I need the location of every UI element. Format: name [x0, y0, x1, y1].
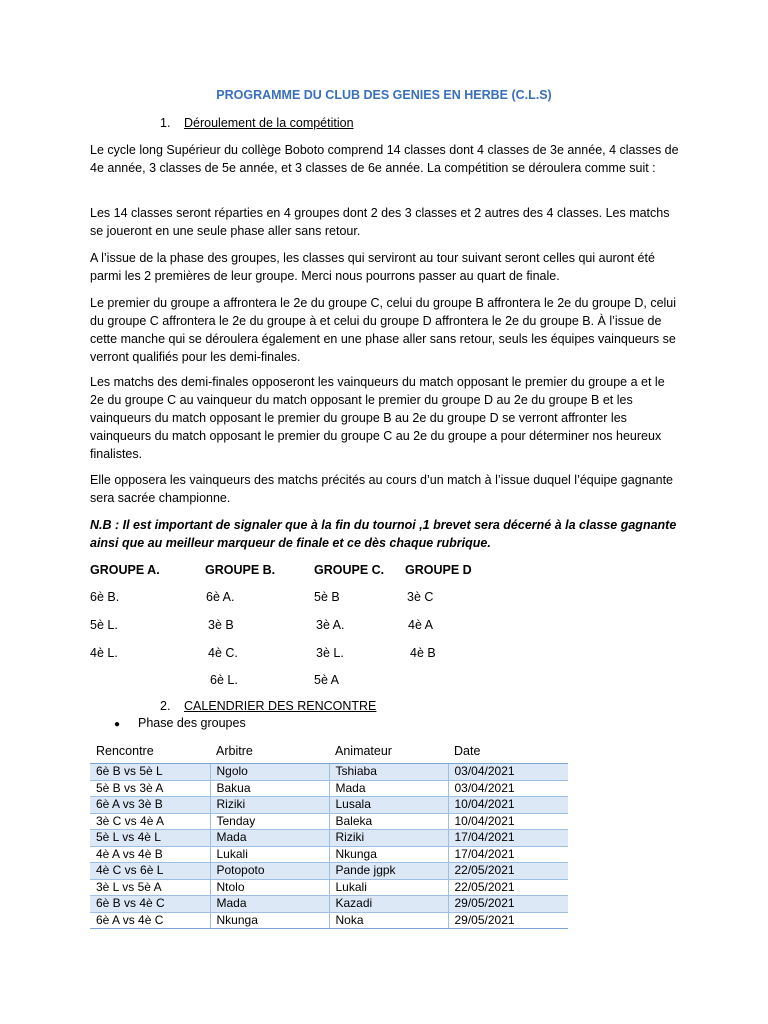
column-header: Arbitre	[210, 743, 329, 764]
bullet-item	[114, 716, 246, 730]
table-cell: 6è A vs 3è B	[90, 797, 210, 814]
table-cell: Kazadi	[329, 896, 448, 913]
table-cell: Mada	[329, 780, 448, 797]
table-row	[90, 896, 568, 913]
table-cell: 10/04/2021	[448, 813, 568, 830]
note-paragraph: N.B : Il est important de signaler que à la fin du tournoi ,1 brevet sera décerné à la classe gagnante ainsi que au meilleur marqueur de finale et ce dès chaque rubrique.	[90, 518, 677, 550]
group-cell: 4è B	[410, 646, 436, 660]
table-cell: Nkunga	[329, 846, 448, 863]
table-header-row	[90, 743, 568, 764]
group-cell: 3è B	[208, 618, 234, 632]
paragraph: A l’issue de la phase des groupes, les classes qui serviront au tour suivant seront celles qui auront été parmi les 2 premières de leur groupe. Merci nous pourrons passer au quart de finale.	[90, 251, 655, 283]
table-cell: 10/04/2021	[448, 797, 568, 814]
paragraph: Les 14 classes seront réparties en 4 groupes dont 2 des 3 classes et 2 autres des 4 classes. Les matchs se joueront en une seule phase aller sans retour.	[90, 206, 670, 238]
table-cell: Pande jgpk	[329, 863, 448, 880]
table-cell: Mada	[210, 830, 329, 847]
group-header: GROUPE D	[405, 563, 472, 577]
section-number: 2.	[160, 699, 171, 713]
table-row	[90, 879, 568, 896]
table-cell: 29/05/2021	[448, 896, 568, 913]
table-row	[90, 863, 568, 880]
table-cell: Ntolo	[210, 879, 329, 896]
table-cell: Lukali	[210, 846, 329, 863]
table-cell: Lukali	[329, 879, 448, 896]
section-label: Déroulement de la compétition	[184, 116, 354, 130]
table-row	[90, 912, 568, 929]
group-cell: 6è B.	[90, 590, 120, 604]
column-header: Animateur	[329, 743, 448, 764]
column-header: Date	[448, 743, 568, 764]
bullet-dot-icon: ●	[114, 719, 121, 730]
table-cell: Riziki	[329, 830, 448, 847]
table-cell: Lusala	[329, 797, 448, 814]
table-cell: 17/04/2021	[448, 830, 568, 847]
section-heading-2	[160, 699, 376, 713]
table-row	[90, 846, 568, 863]
table-cell: 3è C vs 4è A	[90, 813, 210, 830]
table-row	[90, 764, 568, 781]
group-cell: 5è L.	[90, 618, 118, 632]
group-header: GROUPE C.	[314, 563, 385, 577]
group-cell: 6è A.	[206, 590, 235, 604]
table-cell: 22/05/2021	[448, 879, 568, 896]
table-row	[90, 813, 568, 830]
group-cell: 4è L.	[90, 646, 118, 660]
group-cell: 5è B	[314, 590, 340, 604]
table-cell: Noka	[329, 912, 448, 929]
table-cell: 03/04/2021	[448, 780, 568, 797]
group-cell: 4è A	[408, 618, 434, 632]
table-cell: 6è B vs 5è L	[90, 764, 210, 781]
group-cell: 3è L.	[316, 646, 344, 660]
group-header: GROUPE B.	[205, 563, 276, 577]
paragraph: Les matchs des demi-finales opposeront les vainqueurs du match opposant le premier du groupe a et le 2e du groupe C au vainqueur du match opposant le premier du groupe D au 2e du groupe B et les vainqueurs du match opposant le premier du groupe B au 2e du groupe D se verront affronter les vainqueurs du match opposant le premier du groupe C au 2e du groupe a pour déterminer nos heureux finalistes.	[90, 375, 665, 461]
table-row	[90, 830, 568, 847]
table-cell: 5è B vs 3è A	[90, 780, 210, 797]
table-cell: Mada	[210, 896, 329, 913]
group-cell: 4è C.	[208, 646, 238, 660]
table-cell: Tenday	[210, 813, 329, 830]
table-cell: 29/05/2021	[448, 912, 568, 929]
table-row	[90, 780, 568, 797]
paragraph: Elle opposera les vainqueurs des matchs précités au cours d’un match à l’issue duquel l’équipe gagnante sera sacrée championne.	[90, 473, 673, 505]
page-title: PROGRAMME DU CLUB DES GENIES EN HERBE (C.L.S)	[216, 88, 552, 102]
table-cell: 4è C vs 6è L	[90, 863, 210, 880]
table-cell: Bakua	[210, 780, 329, 797]
table-cell: 4è A vs 4è B	[90, 846, 210, 863]
group-header: GROUPE A.	[90, 563, 160, 577]
table-cell: 03/04/2021	[448, 764, 568, 781]
section-number: 1.	[160, 116, 171, 130]
table-cell: 6è A vs 4è C	[90, 912, 210, 929]
table-cell: Tshiaba	[329, 764, 448, 781]
section-heading-1	[160, 116, 354, 130]
group-cell: 3è A.	[316, 618, 345, 632]
paragraph: Le cycle long Supérieur du collège Boboto comprend 14 classes dont 4 classes de 3e année, 4 classes de 4e année, 3 classes de 5e année, et 3 classes de 6e année. La compétition se déroulera comme suit :	[90, 143, 679, 175]
table-row	[90, 797, 568, 814]
table-cell: 5è L vs 4è L	[90, 830, 210, 847]
column-header: Rencontre	[90, 743, 210, 764]
table-cell: 17/04/2021	[448, 846, 568, 863]
group-cell: 6è L.	[210, 673, 238, 687]
paragraph: Le premier du groupe a affrontera le 2e du groupe C, celui du groupe B affrontera le 2e du groupe D, celui du groupe C affrontera le 2e du groupe à et celui du groupe D affrontera le 2e du groupe B. À l’issue de cette manche qui se déroulera également en une phase aller sans retour, seuls les équipes vainqueurs se verront qualifiés pour les demi-finales.	[90, 296, 677, 364]
table-cell: Potopoto	[210, 863, 329, 880]
section-label: CALENDRIER DES RENCONTRE	[184, 699, 377, 713]
table-cell: Nkunga	[210, 912, 329, 929]
table-cell: Baleka	[329, 813, 448, 830]
table-cell: 6è B vs 4è C	[90, 896, 210, 913]
table-cell: 22/05/2021	[448, 863, 568, 880]
group-cell: 3è C	[407, 590, 434, 604]
table-cell: Ngolo	[210, 764, 329, 781]
table-cell: Riziki	[210, 797, 329, 814]
calendar-table	[90, 743, 568, 929]
group-cell: 5è A	[314, 673, 340, 687]
table-cell: 3è L vs 5è A	[90, 879, 210, 896]
bullet-label: Phase des groupes	[138, 716, 246, 730]
